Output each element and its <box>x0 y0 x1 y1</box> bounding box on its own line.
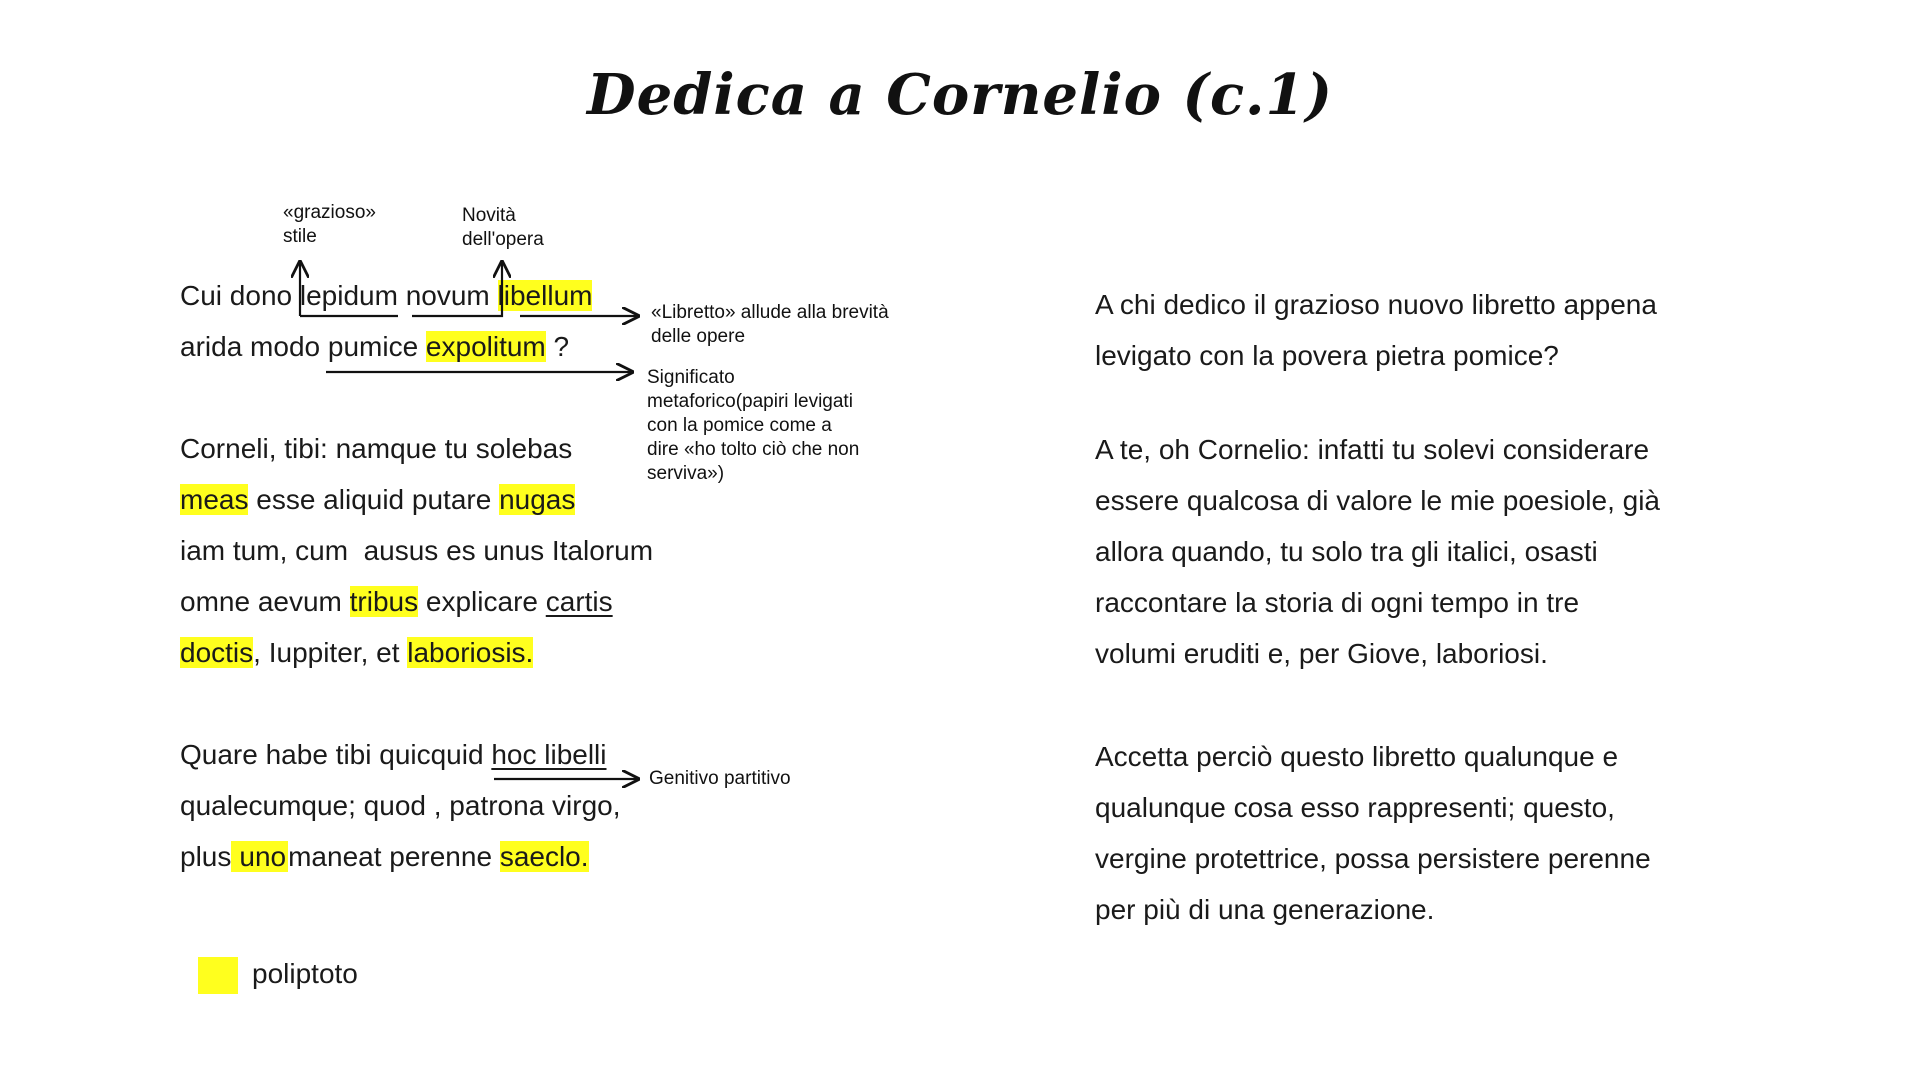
highlight-laboriosis: laboriosis. <box>407 637 534 668</box>
latin-line-9: qualecumque; quod , patrona virgo, <box>180 790 621 821</box>
note-genitivo: Genitivo partitivo <box>649 768 791 789</box>
latin-line-8: Quare habe tibi quicquid hoc libelli <box>180 739 607 770</box>
latin-line-2: arida modo pumice expolitum ? <box>180 331 570 362</box>
highlight-saeclo: saeclo. <box>499 841 589 872</box>
word-hoc-libelli: hoc libelli <box>491 739 607 770</box>
translation-line-1: A chi dedico il grazioso nuovo libretto appena <box>1095 289 1657 320</box>
word-lepidum: lepidum <box>299 280 398 311</box>
highlight-nugas: nugas <box>499 484 576 515</box>
highlight-doctis: doctis <box>180 637 254 668</box>
highlight-libellum: libellum <box>497 280 593 311</box>
highlight-tribus: tribus <box>349 586 419 617</box>
translation-line-2: levigato con la povera pietra pomice? <box>1095 340 1559 371</box>
translation-line-3: A te, oh Cornelio: infatti tu solevi considerare <box>1095 434 1650 465</box>
word-cartis: cartis <box>545 586 613 617</box>
highlight-meas: meas <box>180 484 249 515</box>
translation-line-6: raccontare la storia di ogni tempo in tre <box>1095 587 1580 618</box>
latin-line-4: meas esse aliquid putare nugas <box>180 484 576 515</box>
translation-line-10: vergine protettrice, possa persistere perenne <box>1095 843 1651 874</box>
latin-line-3: Corneli, tibi: namque tu solebas <box>180 433 573 464</box>
translation-line-5: allora quando, tu solo tra gli italici, osasti <box>1095 536 1598 567</box>
translation-line-7: volumi eruditi e, per Giove, laboriosi. <box>1095 638 1548 669</box>
translation-line-11: per più di una generazione. <box>1095 894 1435 925</box>
translation-line-9: qualunque cosa esso rappresenti; questo, <box>1095 792 1615 823</box>
note-novita: Novità dell'opera <box>462 205 544 250</box>
legend-swatch <box>198 957 238 994</box>
latin-line-6: omne aevum tribus explicare cartis <box>180 586 613 617</box>
page-title: Dedica a Cornelio (c.1) <box>587 62 1333 128</box>
translation-line-8: Accetta perciò questo libretto qualunque e <box>1095 741 1619 772</box>
word-novum: novum <box>405 280 490 311</box>
note-significato: Significato metaforico(papiri levigati con la pomice come a dire «ho tolto ciò che non serviva») <box>647 367 860 484</box>
latin-line-7: doctis, Iuppiter, et laboriosis. <box>180 637 534 668</box>
latin-line-10: plus unomaneat perenne saeclo. <box>180 841 589 872</box>
highlight-uno: uno <box>231 841 288 872</box>
highlight-expolitum: expolitum <box>425 331 546 362</box>
latin-line-1: Cui dono lepidum novum libellum <box>180 280 593 311</box>
legend-label: poliptoto <box>252 958 358 989</box>
note-grazioso: «grazioso» stile <box>283 202 376 247</box>
translation-line-4: essere qualcosa di valore le mie poesiole, già <box>1095 485 1660 516</box>
note-libretto: «Libretto» allude alla brevità delle opere <box>651 302 889 347</box>
latin-line-5: iam tum, cum ausus es unus Italorum <box>180 535 654 566</box>
